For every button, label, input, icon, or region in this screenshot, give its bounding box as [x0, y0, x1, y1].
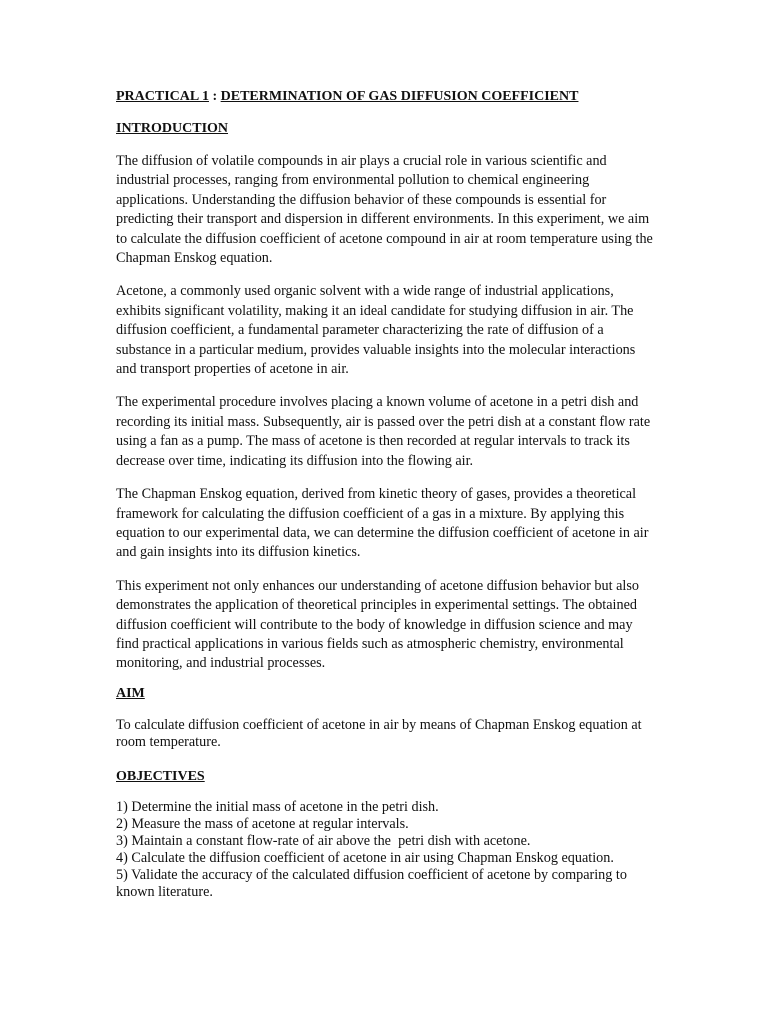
objective-item: 4) Calculate the diffusion coefficient of acetone in air using Chapman Enskog equation.: [116, 849, 614, 866]
introduction-paragraph: The diffusion of volatile compounds in air plays a crucial role in various scientific and industrial processes, ranging from environmental pollution to chemical engineering applications. Understanding the diffusion behavior of these compounds is essential for predicting their transport and dispersion in different environments. In this experiment, we aim to calculate the diffusion coefficient of acetone compound in air at room temperature using the Chapman Enskog equation.: [116, 153, 653, 267]
aim-text: To calculate diffusion coefficient of acetone in air by means of Chapman Enskog equation at room temperature.: [116, 716, 642, 750]
document-page: [116, 88, 656, 901]
introduction-paragraph: The Chapman Enskog equation, derived from kinetic theory of gases, provides a theoretical framework for calculating the diffusion coefficient of a gas in a mixture. By applying this equation to our experimental data, we can determine the diffusion coefficient of acetone in air and gain insights into its diffusion kinetics.: [116, 486, 649, 561]
aim-heading: AIM: [116, 685, 145, 701]
introduction-paragraph: This experiment not only enhances our understanding of acetone diffusion behavior but also demonstrates the application of theoretical principles in experimental settings. The obtained diffusion coefficient will contribute to the body of knowledge in diffusion science and may find practical applications in various fields such as atmospheric chemistry, environmental monitoring, and industrial processes.: [116, 577, 639, 672]
practical-name: DETERMINATION OF GAS DIFFUSION COEFFICIENT: [220, 89, 579, 104]
objective-item: 2) Measure the mass of acetone at regular intervals.: [116, 815, 409, 832]
introduction-paragraph: Acetone, a commonly used organic solvent with a wide range of industrial applications, exhibits significant volatility, making it an ideal candidate for studying diffusion in air. The diffusion coefficient, a fundamental parameter characterizing the rate of diffusion of a substance in a particular medium, provides valuable insights into the molecular interactions and transport properties of acetone in air.: [116, 283, 636, 378]
objectives-list: [116, 799, 656, 901]
document-title: [116, 88, 656, 105]
title-separator: :: [208, 89, 221, 104]
introduction-heading: INTRODUCTION: [116, 121, 229, 136]
objective-item: 1) Determine the initial mass of acetone in the petri dish.: [116, 798, 439, 815]
objective-item: 5) Validate the accuracy of the calculated diffusion coefficient of acetone by comparing to known literature.: [116, 866, 627, 900]
objective-item: 3) Maintain a constant flow-rate of air above the petri dish with acetone.: [116, 832, 531, 849]
introduction-paragraph: The experimental procedure involves placing a known volume of acetone in a petri dish and recording its initial mass. Subsequently, air is passed over the petri dish at a constant flow rate using a fan as a pump. The mass of acetone is then recorded at regular intervals to track its decrease over time, indicating its diffusion into the flowing air.: [116, 394, 651, 469]
objectives-heading: OBJECTIVES: [116, 768, 205, 784]
practical-number: PRACTICAL 1: [116, 89, 209, 104]
